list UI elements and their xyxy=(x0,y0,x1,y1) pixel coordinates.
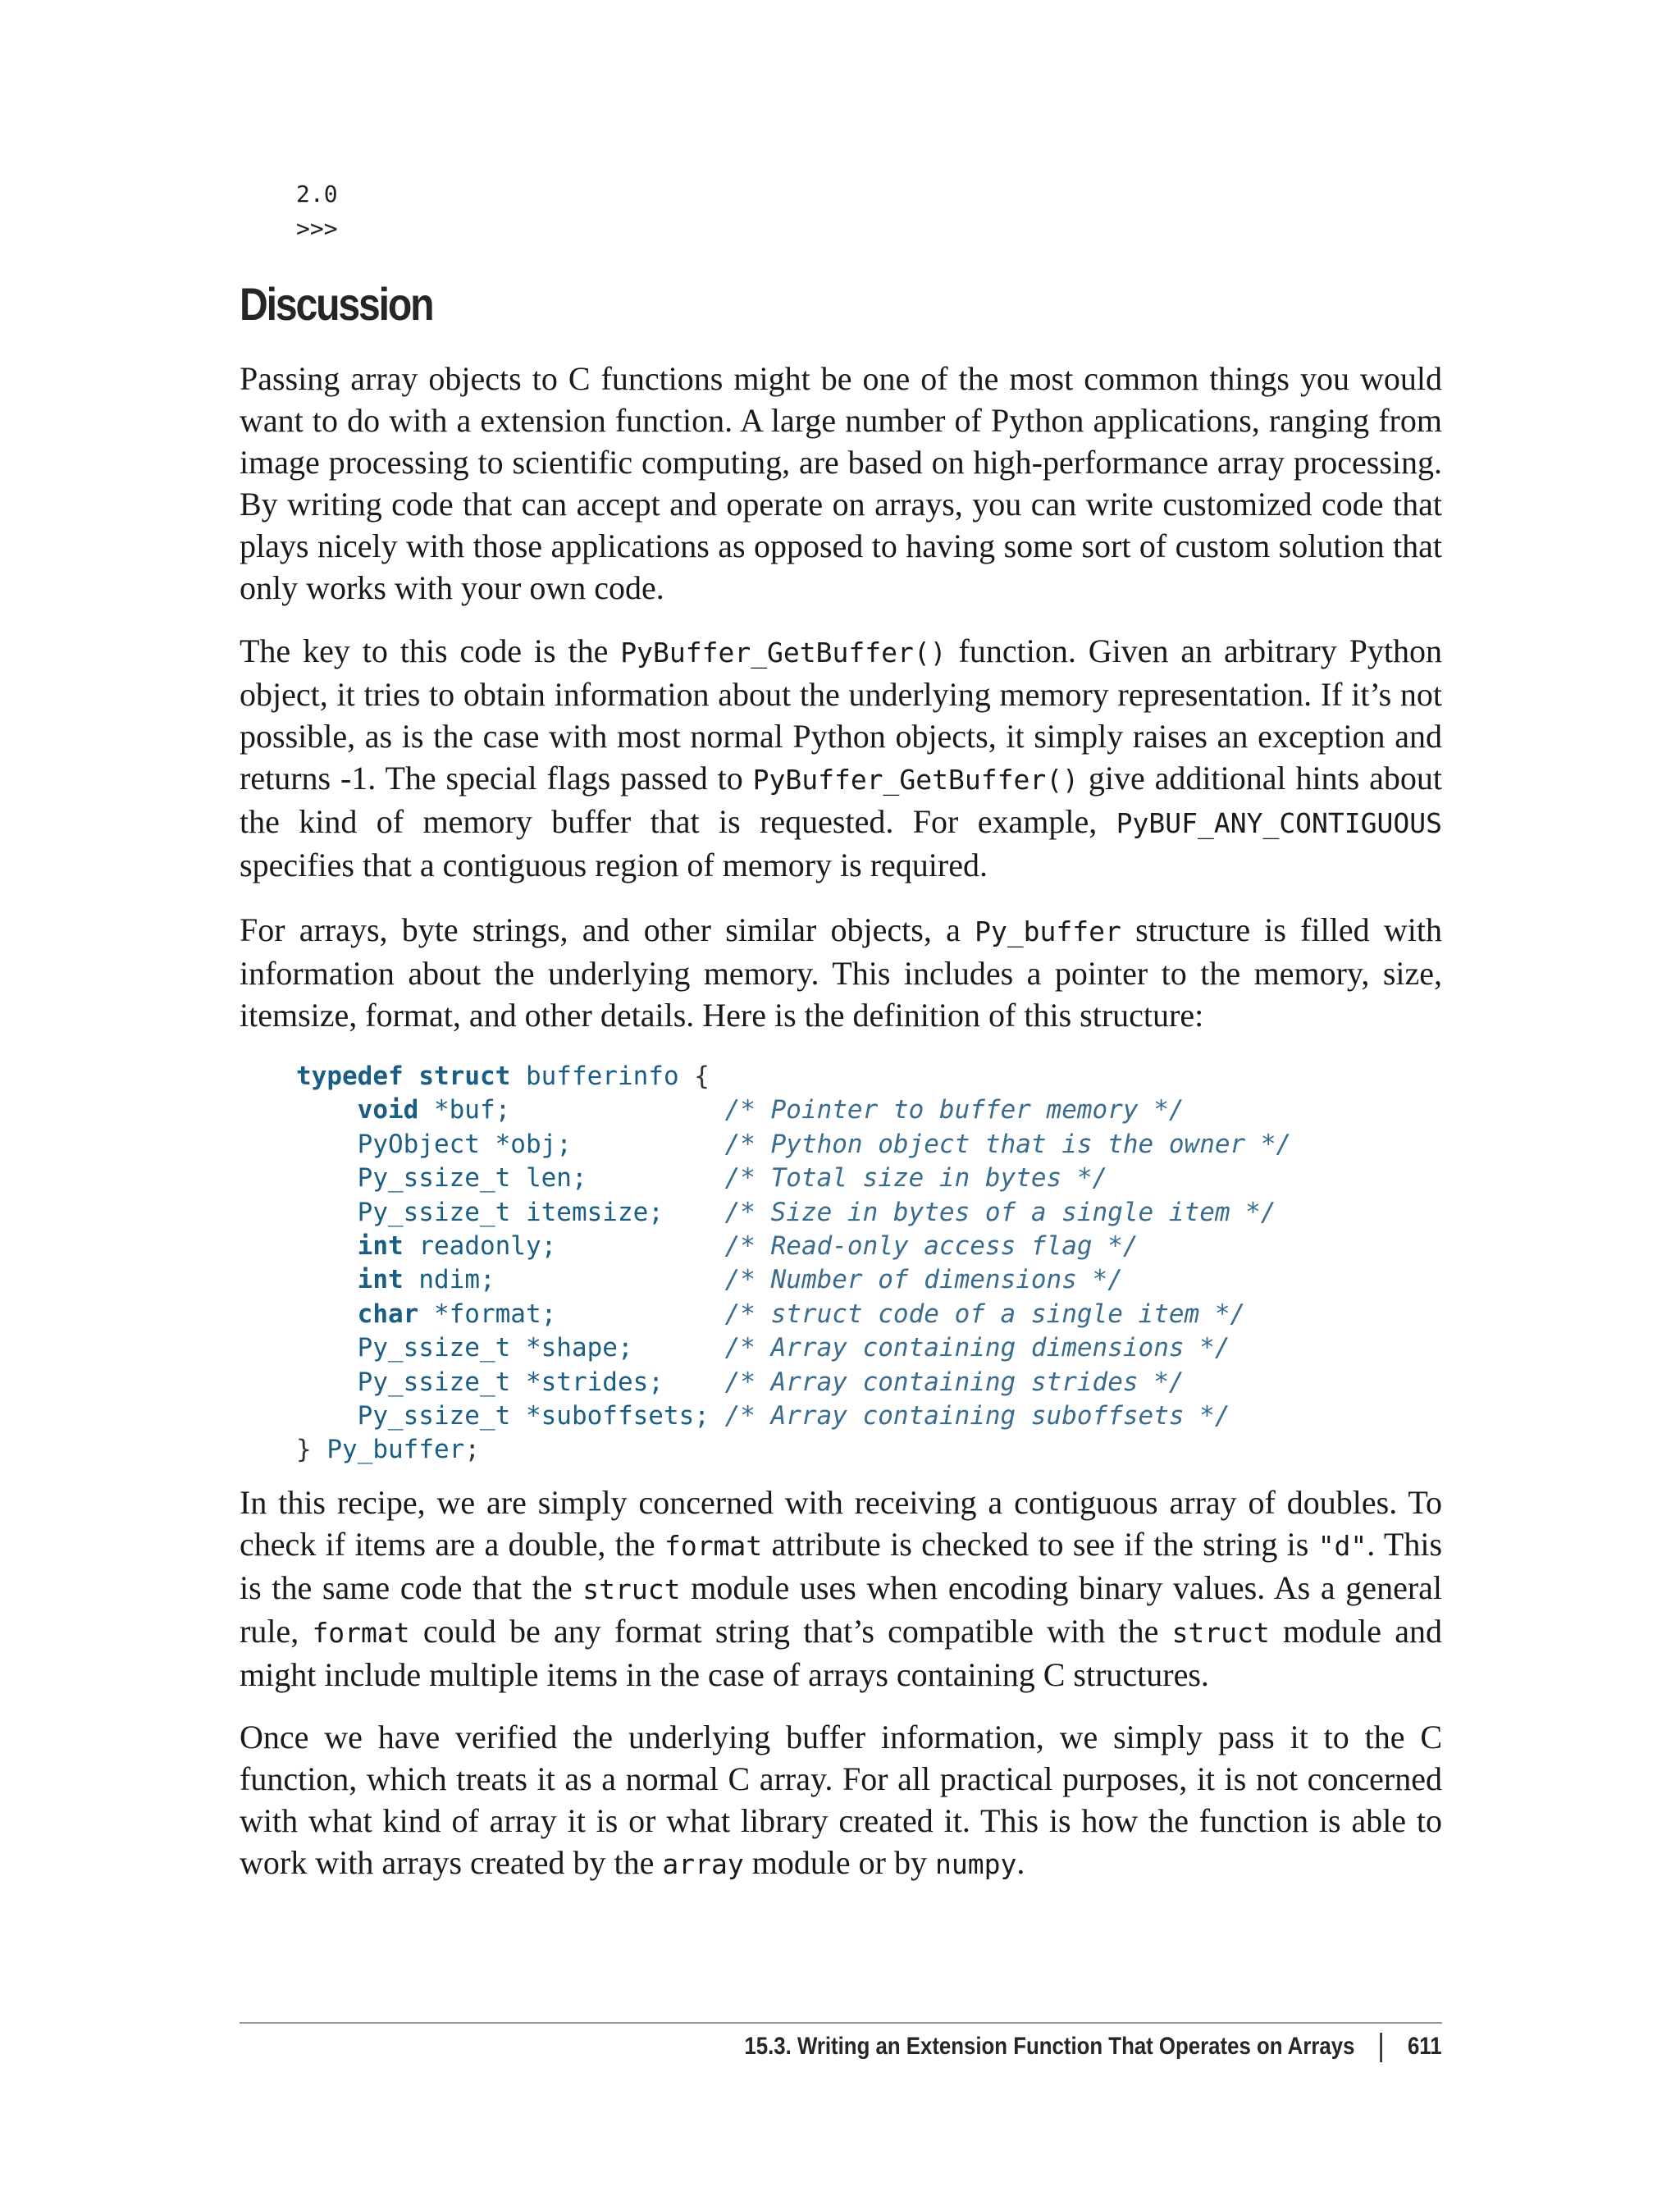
struct-field-line xyxy=(296,1198,1276,1227)
field-declaration: *suboffsets; xyxy=(525,1401,710,1431)
field-comment: /* Read-only access flag */ xyxy=(724,1231,1139,1262)
inline-code: "d" xyxy=(1317,1530,1367,1562)
paragraph-2 xyxy=(240,630,1442,886)
field-comment: /* Array containing strides */ xyxy=(724,1367,1185,1397)
field-type: char xyxy=(357,1299,419,1329)
field-declaration: *strides; xyxy=(525,1367,664,1397)
field-padding xyxy=(556,1231,710,1261)
text-run: module and might include multiple items in the case of arrays containing C structures. xyxy=(240,1613,1443,1693)
text-run: give additional hints about the kind of memory buffer that is requested. For example, xyxy=(240,760,1442,840)
code-punct: { xyxy=(694,1061,710,1091)
code-keyword: struct xyxy=(418,1061,511,1091)
struct-field-line xyxy=(296,1299,1245,1329)
page-number: 611 xyxy=(1408,2033,1442,2060)
field-padding xyxy=(587,1163,710,1193)
field-declaration: len; xyxy=(525,1163,587,1194)
field-type: Py_ssize_t xyxy=(357,1163,511,1194)
field-padding xyxy=(572,1130,710,1159)
field-padding xyxy=(510,1095,710,1125)
field-type: Py_ssize_t xyxy=(357,1197,511,1227)
code-identifier: Py_buffer xyxy=(326,1435,465,1465)
text-run: For arrays, byte strings, and other similar objects, a xyxy=(240,911,975,948)
field-comment: /* Size in bytes of a single item */ xyxy=(724,1197,1276,1227)
struct-field-line xyxy=(296,1333,1230,1363)
field-declaration: readonly; xyxy=(418,1231,557,1262)
text-run: . This is the same code that the xyxy=(240,1526,1443,1606)
paragraph-4 xyxy=(240,1481,1442,1696)
field-type: PyObject xyxy=(357,1129,480,1159)
text-run: function. Given an arbitrary Python object, it tries to obtain information about the underlying memory representation. If it’s not possible, as is the case with most normal Python objects, it simply raises an exception and returns -1. The special flags passed to xyxy=(240,632,1442,797)
struct-field-line xyxy=(296,1163,1107,1193)
code-line: >>> xyxy=(296,215,338,242)
text-run: Once we have verified the underlying buffer information, we simply pass it to the C function, which treats it as a normal C array. For all practical purposes, it is not concerned with what kind of array it is or what library created it. This is how the function is able to work with arrays created by the xyxy=(240,1719,1442,1881)
text-run: The key to this code is the xyxy=(240,632,621,669)
text-run: structure is filled with information about the underlying memory. This includes a pointer to the memory, size, itemsize, format, and other details. Here is the definition of this structure: xyxy=(240,911,1442,1034)
inline-code: struct xyxy=(582,1573,681,1605)
section-heading: Discussion xyxy=(240,278,433,330)
struct-field-line xyxy=(296,1401,1230,1431)
field-type: int xyxy=(357,1231,404,1262)
footer-section-title: 15.3. Writing an Extension Function That Operates on Arrays xyxy=(744,2033,1355,2060)
struct-field-line xyxy=(296,1367,1185,1397)
inline-code: PyBUF_ANY_CONTIGUOUS xyxy=(1116,807,1442,839)
inline-code: PyBuffer_GetBuffer() xyxy=(620,637,947,669)
field-comment: /* Array containing dimensions */ xyxy=(724,1333,1230,1363)
field-padding xyxy=(664,1367,710,1397)
field-comment: /* struct code of a single item */ xyxy=(724,1299,1246,1329)
running-footer xyxy=(745,2033,1442,2062)
field-padding xyxy=(633,1333,710,1363)
text-run: module uses when encoding binary values. As a general rule, xyxy=(240,1569,1443,1650)
field-comment: /* Python object that is the owner */ xyxy=(724,1129,1292,1159)
code-punct: } xyxy=(296,1435,312,1465)
field-comment: /* Number of dimensions */ xyxy=(724,1265,1123,1295)
struct-field-line xyxy=(296,1265,1123,1294)
field-declaration: *buf; xyxy=(433,1095,511,1125)
text-run: module or by xyxy=(743,1844,936,1881)
field-type: Py_ssize_t xyxy=(357,1367,511,1397)
inline-code: numpy xyxy=(935,1848,1017,1880)
field-declaration: *obj; xyxy=(495,1129,572,1159)
code-snippet-top xyxy=(296,177,338,246)
field-type: Py_ssize_t xyxy=(357,1333,511,1363)
code-line: 2.0 xyxy=(296,180,338,208)
text-run: In this recipe, we are simply concerned with receiving a contiguous array of doubles. To check if items are a double, the xyxy=(240,1484,1442,1563)
inline-code: Py_buffer xyxy=(975,915,1121,947)
text-run: specifies that a contiguous region of memory is required. xyxy=(240,847,988,883)
inline-code: format xyxy=(664,1530,763,1562)
text-run: . xyxy=(1016,1844,1025,1881)
paragraph-1: Passing array objects to C functions might be one of the most common things you would want to do with a extension function. A large number of Python applications, ranging from image processing to scientific computing, are based on high-performance array processing. By writing code that can accept and operate on arrays, you can write customized code that plays nicely with those applications as opposed to having some sort of custom solution that only works with your own code. xyxy=(240,360,1442,606)
footer-separator xyxy=(1381,2033,1383,2062)
field-type: void xyxy=(357,1095,419,1125)
field-padding xyxy=(664,1198,710,1227)
field-declaration: ndim; xyxy=(418,1265,495,1295)
inline-code: format xyxy=(312,1617,410,1649)
struct-field-line xyxy=(296,1231,1139,1261)
field-declaration: itemsize; xyxy=(525,1197,664,1227)
field-comment: /* Array containing suboffsets */ xyxy=(724,1401,1230,1431)
field-declaration: *format; xyxy=(433,1299,557,1329)
text-run: could be any format string that’s compatible with the xyxy=(409,1613,1172,1650)
code-identifier: bufferinfo xyxy=(525,1061,679,1091)
text-run: attribute is checked to see if the string is xyxy=(762,1526,1318,1563)
field-type: int xyxy=(357,1265,404,1295)
paragraph-3 xyxy=(240,909,1442,1036)
field-declaration: *shape; xyxy=(525,1333,633,1363)
field-padding xyxy=(556,1299,710,1329)
paragraph-5 xyxy=(240,1716,1442,1885)
code-punct: ; xyxy=(464,1435,480,1465)
footer-divider xyxy=(240,2022,1442,2024)
struct-fields xyxy=(296,1095,1291,1431)
field-padding xyxy=(495,1265,710,1294)
inline-code: struct xyxy=(1171,1617,1270,1649)
field-type: Py_ssize_t xyxy=(357,1401,511,1431)
struct-field-line xyxy=(296,1095,1185,1125)
struct-field-line xyxy=(296,1130,1291,1159)
inline-code: PyBuffer_GetBuffer() xyxy=(752,764,1079,796)
field-comment: /* Total size in bytes */ xyxy=(724,1163,1108,1194)
struct-code-block xyxy=(296,1060,1291,1468)
code-keyword: typedef xyxy=(296,1061,404,1091)
inline-code: array xyxy=(662,1848,744,1880)
field-comment: /* Pointer to buffer memory */ xyxy=(724,1095,1185,1125)
